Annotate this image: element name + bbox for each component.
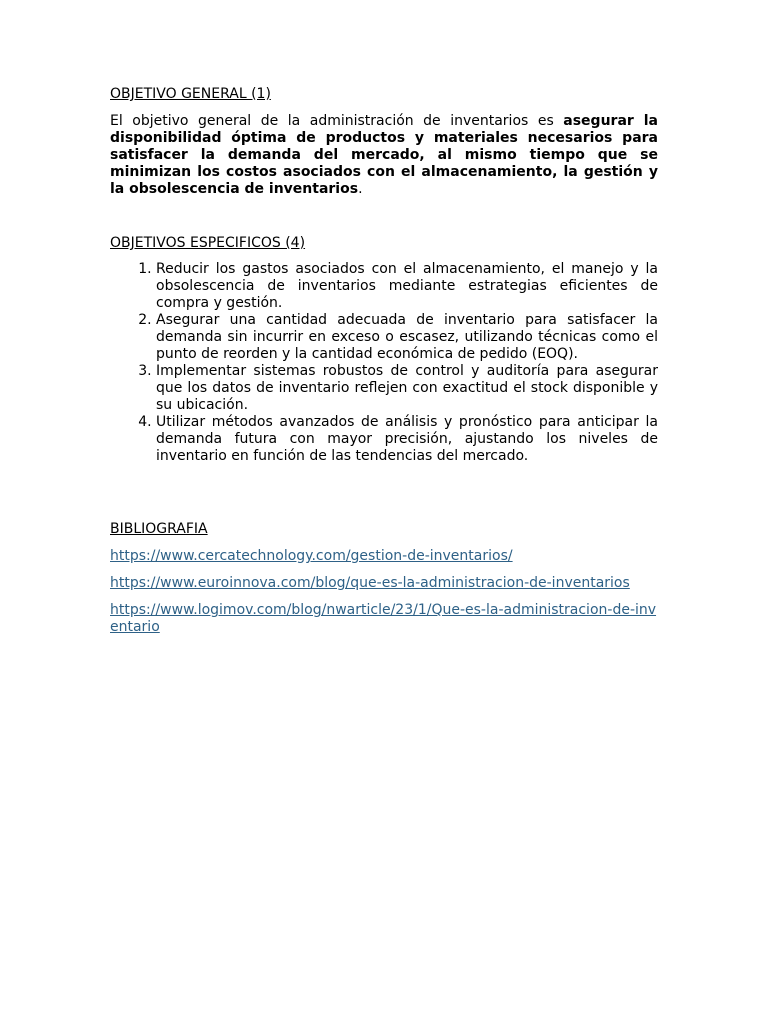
specific-objectives-heading: OBJETIVOS ESPECIFICOS (4) xyxy=(110,235,306,251)
general-objective-text: El objetivo general de la administración de inventarios es xyxy=(110,113,564,129)
general-objective-paragraph xyxy=(110,113,658,198)
general-objective-heading: OBJETIVO GENERAL (1) xyxy=(110,86,271,102)
list-item: 2. Asegurar una cantidad adecuada de inventario para satisfacer la demanda sin incurrir en exceso o escasez, utilizando técnicas como el punto de reorden y la cantidad económica de pedido (EOQ). xyxy=(156,312,658,363)
list-item: 1. Reducir los gastos asociados con el almacenamiento, el manejo y la obsolescencia de inventarios mediante estrategias eficientes de compra y gestión. xyxy=(156,261,658,312)
list-item: 3. Implementar sistemas robustos de control y auditoría para asegurar que los datos de inventario reflejen con exactitud el stock disponible y su ubicación. xyxy=(156,363,658,414)
list-item: 4. Utilizar métodos avanzados de análisis y pronóstico para anticipar la demanda futura con mayor precisión, ajustando los niveles de inventario en función de las tendencias del mercado. xyxy=(156,414,658,465)
general-objective-bold-text: asegurar la disponibilidad óptima de productos y materiales necesarios para satisfacer la demanda del mercado, al mismo tiempo que se minimizan los costos asociados con el almacenamiento, la gestión y la obsolescencia de inventarios xyxy=(110,113,658,197)
general-objective-period: . xyxy=(358,181,363,197)
document-page xyxy=(110,84,658,636)
specific-objectives-list xyxy=(110,261,658,465)
bibliography-link[interactable]: https://www.logimov.com/blog/nwarticle/23/1/Que-es-la-administracion-de-inventario xyxy=(110,602,657,635)
bibliography-heading: BIBLIOGRAFIA xyxy=(110,521,208,537)
bibliography-link[interactable]: https://www.euroinnova.com/blog/que-es-la-administracion-de-inventarios xyxy=(110,575,630,591)
bibliography-link[interactable]: https://www.cercatechnology.com/gestion-de-inventarios/ xyxy=(110,548,513,564)
